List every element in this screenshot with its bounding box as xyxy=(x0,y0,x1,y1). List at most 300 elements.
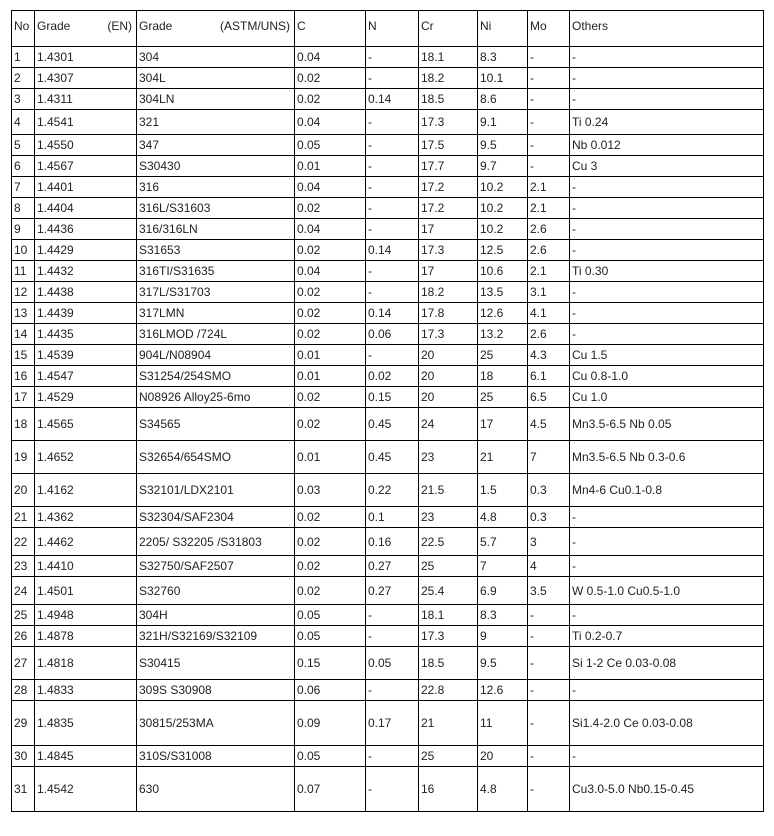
cell-n: - xyxy=(366,47,419,68)
table-row xyxy=(12,110,764,135)
cell-n: 0.45 xyxy=(366,408,419,441)
cell-others: Nb 0.012 xyxy=(570,135,764,156)
cell-grade-en: 1.4301 xyxy=(35,47,137,68)
cell-ni: 12.6 xyxy=(478,303,528,324)
cell-ni: 20 xyxy=(478,746,528,767)
cell-ni: 12.5 xyxy=(478,240,528,261)
cell-mo: 6.5 xyxy=(528,387,570,408)
cell-n: - xyxy=(366,345,419,366)
cell-grade-astm: 316L/S31603 xyxy=(137,198,295,219)
cell-cr: 17.3 xyxy=(419,240,478,261)
table-row xyxy=(12,345,764,366)
header-grade-en xyxy=(35,11,137,47)
header-cr: Cr xyxy=(419,11,478,47)
cell-mo: - xyxy=(528,647,570,680)
cell-c: 0.07 xyxy=(295,767,366,812)
cell-cr: 18.5 xyxy=(419,89,478,110)
cell-n: - xyxy=(366,110,419,135)
cell-grade-astm: S32304/SAF2304 xyxy=(137,507,295,528)
cell-c: 0.04 xyxy=(295,110,366,135)
cell-cr: 17.2 xyxy=(419,198,478,219)
cell-no: 3 xyxy=(12,89,35,110)
cell-n: - xyxy=(366,605,419,626)
cell-cr: 18.5 xyxy=(419,647,478,680)
table-row xyxy=(12,261,764,282)
table-row xyxy=(12,507,764,528)
cell-grade-en: 1.4818 xyxy=(35,647,137,680)
cell-mo: - xyxy=(528,767,570,812)
cell-grade-astm: 304L xyxy=(137,68,295,89)
header-c: C xyxy=(295,11,366,47)
cell-grade-en: 1.4539 xyxy=(35,345,137,366)
cell-others: - xyxy=(570,507,764,528)
table-row xyxy=(12,626,764,647)
cell-c: 0.02 xyxy=(295,282,366,303)
cell-grade-en: 1.4410 xyxy=(35,556,137,577)
cell-ni: 7 xyxy=(478,556,528,577)
cell-grade-en: 1.4547 xyxy=(35,366,137,387)
table-row xyxy=(12,441,764,474)
cell-grade-astm: S31254/254SMO xyxy=(137,366,295,387)
table-row xyxy=(12,89,764,110)
cell-grade-en: 1.4542 xyxy=(35,767,137,812)
cell-others: Mn4-6 Cu0.1-0.8 xyxy=(570,474,764,507)
cell-grade-en: 1.4362 xyxy=(35,507,137,528)
header-no: No xyxy=(12,11,35,47)
cell-grade-astm: S32654/654SMO xyxy=(137,441,295,474)
cell-mo: - xyxy=(528,680,570,701)
cell-grade-astm: S32750/SAF2507 xyxy=(137,556,295,577)
cell-cr: 16 xyxy=(419,767,478,812)
cell-grade-astm: 317L/S31703 xyxy=(137,282,295,303)
cell-grade-en: 1.4435 xyxy=(35,324,137,345)
cell-no: 13 xyxy=(12,303,35,324)
cell-cr: 21.5 xyxy=(419,474,478,507)
cell-cr: 24 xyxy=(419,408,478,441)
cell-others: - xyxy=(570,198,764,219)
cell-c: 0.05 xyxy=(295,626,366,647)
cell-c: 0.05 xyxy=(295,135,366,156)
table-row xyxy=(12,528,764,556)
cell-n: - xyxy=(366,68,419,89)
cell-others: - xyxy=(570,605,764,626)
cell-c: 0.04 xyxy=(295,47,366,68)
cell-mo: 3.5 xyxy=(528,577,570,605)
cell-no: 7 xyxy=(12,177,35,198)
cell-mo: 4 xyxy=(528,556,570,577)
header-others: Others xyxy=(570,11,764,47)
header-grade-en-label: Grade xyxy=(37,19,71,33)
cell-others: Ti 0.2-0.7 xyxy=(570,626,764,647)
cell-others: Mn3.5-6.5 Nb 0.3-0.6 xyxy=(570,441,764,474)
cell-mo: - xyxy=(528,746,570,767)
cell-c: 0.06 xyxy=(295,680,366,701)
cell-c: 0.05 xyxy=(295,605,366,626)
table-row xyxy=(12,135,764,156)
cell-no: 15 xyxy=(12,345,35,366)
cell-ni: 12.6 xyxy=(478,680,528,701)
cell-mo: 0.3 xyxy=(528,507,570,528)
cell-cr: 20 xyxy=(419,345,478,366)
table-row xyxy=(12,408,764,441)
cell-c: 0.02 xyxy=(295,68,366,89)
table-row xyxy=(12,47,764,68)
cell-others: Si 1-2 Ce 0.03-0.08 xyxy=(570,647,764,680)
cell-mo: 2.6 xyxy=(528,324,570,345)
cell-ni: 17 xyxy=(478,408,528,441)
cell-cr: 22.5 xyxy=(419,528,478,556)
cell-no: 9 xyxy=(12,219,35,240)
cell-mo: 3.1 xyxy=(528,282,570,303)
cell-grade-en: 1.4833 xyxy=(35,680,137,701)
table-row xyxy=(12,219,764,240)
cell-ni: 18 xyxy=(478,366,528,387)
table-row xyxy=(12,366,764,387)
header-n: N xyxy=(366,11,419,47)
cell-ni: 9.5 xyxy=(478,135,528,156)
cell-ni: 9 xyxy=(478,626,528,647)
cell-others: - xyxy=(570,303,764,324)
cell-ni: 4.8 xyxy=(478,507,528,528)
cell-others: Cu 0.8-1.0 xyxy=(570,366,764,387)
cell-mo: - xyxy=(528,47,570,68)
cell-others: Cu 1.5 xyxy=(570,345,764,366)
cell-n: 0.15 xyxy=(366,387,419,408)
cell-others: Mn3.5-6.5 Nb 0.05 xyxy=(570,408,764,441)
cell-c: 0.04 xyxy=(295,177,366,198)
table-row xyxy=(12,605,764,626)
cell-others: Cu 1.0 xyxy=(570,387,764,408)
cell-ni: 8.3 xyxy=(478,605,528,626)
cell-ni: 21 xyxy=(478,441,528,474)
cell-grade-en: 1.4529 xyxy=(35,387,137,408)
cell-cr: 17.2 xyxy=(419,177,478,198)
cell-grade-en: 1.4401 xyxy=(35,177,137,198)
cell-no: 5 xyxy=(12,135,35,156)
cell-grade-en: 1.4432 xyxy=(35,261,137,282)
table-row xyxy=(12,198,764,219)
cell-grade-astm: S31653 xyxy=(137,240,295,261)
cell-c: 0.01 xyxy=(295,345,366,366)
cell-n: 0.27 xyxy=(366,577,419,605)
cell-grade-astm: 304 xyxy=(137,47,295,68)
cell-no: 25 xyxy=(12,605,35,626)
cell-others: Cu3.0-5.0 Nb0.15-0.45 xyxy=(570,767,764,812)
cell-c: 0.04 xyxy=(295,219,366,240)
cell-others: - xyxy=(570,219,764,240)
table-header-row xyxy=(12,11,764,47)
cell-mo: - xyxy=(528,605,570,626)
cell-n: 0.17 xyxy=(366,701,419,746)
cell-grade-en: 1.4878 xyxy=(35,626,137,647)
cell-no: 29 xyxy=(12,701,35,746)
cell-grade-astm: S32101/LDX2101 xyxy=(137,474,295,507)
cell-c: 0.02 xyxy=(295,387,366,408)
cell-n: 0.16 xyxy=(366,528,419,556)
cell-cr: 17 xyxy=(419,261,478,282)
cell-c: 0.02 xyxy=(295,528,366,556)
cell-cr: 20 xyxy=(419,366,478,387)
cell-grade-astm: 310S/S31008 xyxy=(137,746,295,767)
cell-grade-en: 1.4307 xyxy=(35,68,137,89)
cell-others: - xyxy=(570,240,764,261)
cell-ni: 8.3 xyxy=(478,47,528,68)
cell-cr: 17.8 xyxy=(419,303,478,324)
cell-ni: 1.5 xyxy=(478,474,528,507)
cell-no: 20 xyxy=(12,474,35,507)
cell-no: 14 xyxy=(12,324,35,345)
cell-n: - xyxy=(366,261,419,282)
cell-mo: 2.1 xyxy=(528,177,570,198)
cell-no: 22 xyxy=(12,528,35,556)
cell-mo: - xyxy=(528,68,570,89)
cell-grade-astm: 304H xyxy=(137,605,295,626)
cell-grade-astm: 316LMOD /724L xyxy=(137,324,295,345)
header-mo: Mo xyxy=(528,11,570,47)
cell-others: - xyxy=(570,324,764,345)
cell-no: 16 xyxy=(12,366,35,387)
cell-grade-astm: 904L/N08904 xyxy=(137,345,295,366)
cell-ni: 13.2 xyxy=(478,324,528,345)
cell-ni: 9.5 xyxy=(478,647,528,680)
cell-others: - xyxy=(570,282,764,303)
cell-grade-astm: 317LMN xyxy=(137,303,295,324)
cell-others: - xyxy=(570,177,764,198)
cell-c: 0.15 xyxy=(295,647,366,680)
cell-n: 0.14 xyxy=(366,89,419,110)
cell-grade-en: 1.4436 xyxy=(35,219,137,240)
cell-c: 0.02 xyxy=(295,408,366,441)
cell-c: 0.02 xyxy=(295,89,366,110)
cell-ni: 10.2 xyxy=(478,219,528,240)
table-row xyxy=(12,282,764,303)
cell-c: 0.02 xyxy=(295,303,366,324)
cell-others: - xyxy=(570,89,764,110)
header-grade-astm xyxy=(137,11,295,47)
cell-n: - xyxy=(366,746,419,767)
cell-cr: 17 xyxy=(419,219,478,240)
cell-no: 28 xyxy=(12,680,35,701)
header-ni: Ni xyxy=(478,11,528,47)
cell-cr: 25.4 xyxy=(419,577,478,605)
cell-grade-astm: S30415 xyxy=(137,647,295,680)
cell-ni: 11 xyxy=(478,701,528,746)
cell-cr: 17.3 xyxy=(419,110,478,135)
cell-cr: 21 xyxy=(419,701,478,746)
cell-mo: - xyxy=(528,135,570,156)
table-row xyxy=(12,680,764,701)
cell-grade-en: 1.4462 xyxy=(35,528,137,556)
cell-mo: 0.3 xyxy=(528,474,570,507)
cell-grade-astm: N08926 Alloy25-6mo xyxy=(137,387,295,408)
cell-cr: 20 xyxy=(419,387,478,408)
cell-no: 17 xyxy=(12,387,35,408)
cell-others: W 0.5-1.0 Cu0.5-1.0 xyxy=(570,577,764,605)
cell-no: 21 xyxy=(12,507,35,528)
table-row xyxy=(12,156,764,177)
cell-c: 0.01 xyxy=(295,441,366,474)
cell-c: 0.03 xyxy=(295,474,366,507)
cell-n: - xyxy=(366,767,419,812)
cell-cr: 25 xyxy=(419,746,478,767)
cell-grade-astm: 630 xyxy=(137,767,295,812)
cell-cr: 17.3 xyxy=(419,626,478,647)
cell-grade-astm: 321H/S32169/S32109 xyxy=(137,626,295,647)
cell-c: 0.02 xyxy=(295,324,366,345)
cell-others: - xyxy=(570,47,764,68)
cell-n: - xyxy=(366,198,419,219)
cell-others: Si1.4-2.0 Ce 0.03-0.08 xyxy=(570,701,764,746)
cell-ni: 5.7 xyxy=(478,528,528,556)
cell-c: 0.05 xyxy=(295,746,366,767)
cell-others: - xyxy=(570,68,764,89)
cell-no: 30 xyxy=(12,746,35,767)
table-row xyxy=(12,177,764,198)
cell-grade-en: 1.4550 xyxy=(35,135,137,156)
cell-mo: 4.1 xyxy=(528,303,570,324)
cell-others: Ti 0.24 xyxy=(570,110,764,135)
table-row xyxy=(12,647,764,680)
cell-n: - xyxy=(366,219,419,240)
table-row xyxy=(12,324,764,345)
cell-others: - xyxy=(570,528,764,556)
cell-mo: 4.5 xyxy=(528,408,570,441)
cell-no: 31 xyxy=(12,767,35,812)
cell-cr: 17.5 xyxy=(419,135,478,156)
cell-grade-astm: 321 xyxy=(137,110,295,135)
table-row xyxy=(12,746,764,767)
cell-no: 8 xyxy=(12,198,35,219)
cell-others: Ti 0.30 xyxy=(570,261,764,282)
cell-no: 19 xyxy=(12,441,35,474)
cell-cr: 25 xyxy=(419,556,478,577)
cell-mo: 3 xyxy=(528,528,570,556)
cell-no: 10 xyxy=(12,240,35,261)
cell-ni: 4.8 xyxy=(478,767,528,812)
cell-cr: 18.1 xyxy=(419,47,478,68)
cell-ni: 25 xyxy=(478,387,528,408)
cell-ni: 8.6 xyxy=(478,89,528,110)
cell-c: 0.04 xyxy=(295,261,366,282)
cell-n: - xyxy=(366,135,419,156)
header-grade-astm-label: Grade xyxy=(139,19,173,33)
cell-grade-en: 1.4311 xyxy=(35,89,137,110)
cell-n: 0.14 xyxy=(366,240,419,261)
cell-no: 24 xyxy=(12,577,35,605)
cell-grade-en: 1.4541 xyxy=(35,110,137,135)
cell-ni: 9.1 xyxy=(478,110,528,135)
cell-n: 0.05 xyxy=(366,647,419,680)
cell-ni: 10.2 xyxy=(478,177,528,198)
cell-grade-en: 1.4439 xyxy=(35,303,137,324)
cell-no: 2 xyxy=(12,68,35,89)
cell-grade-en: 1.4501 xyxy=(35,577,137,605)
header-grade-en-suffix: (EN) xyxy=(107,19,132,33)
cell-ni: 10.6 xyxy=(478,261,528,282)
cell-n: - xyxy=(366,626,419,647)
cell-n: - xyxy=(366,177,419,198)
cell-no: 6 xyxy=(12,156,35,177)
cell-others: - xyxy=(570,680,764,701)
table-row xyxy=(12,556,764,577)
table-row xyxy=(12,577,764,605)
cell-cr: 17.7 xyxy=(419,156,478,177)
table-row xyxy=(12,303,764,324)
header-grade-astm-suffix: (ASTM/UNS) xyxy=(220,19,290,33)
cell-no: 12 xyxy=(12,282,35,303)
cell-grade-astm: 316/316LN xyxy=(137,219,295,240)
cell-n: 0.14 xyxy=(366,303,419,324)
cell-ni: 25 xyxy=(478,345,528,366)
cell-cr: 18.2 xyxy=(419,282,478,303)
cell-grade-astm: 2205/ S32205 /S31803 xyxy=(137,528,295,556)
cell-n: - xyxy=(366,282,419,303)
cell-mo: - xyxy=(528,110,570,135)
cell-mo: - xyxy=(528,626,570,647)
cell-no: 27 xyxy=(12,647,35,680)
cell-no: 26 xyxy=(12,626,35,647)
cell-cr: 18.2 xyxy=(419,68,478,89)
table-row xyxy=(12,474,764,507)
cell-mo: - xyxy=(528,701,570,746)
cell-grade-en: 1.4429 xyxy=(35,240,137,261)
cell-mo: 2.6 xyxy=(528,240,570,261)
cell-mo: 6.1 xyxy=(528,366,570,387)
cell-c: 0.02 xyxy=(295,198,366,219)
cell-c: 0.02 xyxy=(295,507,366,528)
cell-grade-en: 1.4438 xyxy=(35,282,137,303)
cell-mo: 2.1 xyxy=(528,198,570,219)
cell-grade-en: 1.4948 xyxy=(35,605,137,626)
cell-grade-en: 1.4162 xyxy=(35,474,137,507)
cell-n: 0.06 xyxy=(366,324,419,345)
cell-grade-en: 1.4652 xyxy=(35,441,137,474)
cell-c: 0.02 xyxy=(295,577,366,605)
cell-grade-astm: 304LN xyxy=(137,89,295,110)
steel-grades-table xyxy=(11,10,764,812)
cell-cr: 18.1 xyxy=(419,605,478,626)
cell-grade-en: 1.4565 xyxy=(35,408,137,441)
cell-mo: 2.6 xyxy=(528,219,570,240)
cell-mo: - xyxy=(528,156,570,177)
table-row xyxy=(12,240,764,261)
cell-grade-astm: 309S S30908 xyxy=(137,680,295,701)
cell-grade-astm: 316 xyxy=(137,177,295,198)
cell-no: 18 xyxy=(12,408,35,441)
cell-n: - xyxy=(366,680,419,701)
cell-cr: 22.8 xyxy=(419,680,478,701)
cell-ni: 6.9 xyxy=(478,577,528,605)
cell-cr: 17.3 xyxy=(419,324,478,345)
cell-ni: 10.1 xyxy=(478,68,528,89)
cell-mo: 7 xyxy=(528,441,570,474)
cell-c: 0.09 xyxy=(295,701,366,746)
cell-n: 0.27 xyxy=(366,556,419,577)
cell-mo: 2.1 xyxy=(528,261,570,282)
cell-grade-en: 1.4404 xyxy=(35,198,137,219)
table-row xyxy=(12,387,764,408)
cell-grade-astm: S34565 xyxy=(137,408,295,441)
cell-no: 4 xyxy=(12,110,35,135)
cell-grade-astm: S30430 xyxy=(137,156,295,177)
cell-grade-en: 1.4567 xyxy=(35,156,137,177)
cell-no: 23 xyxy=(12,556,35,577)
cell-cr: 23 xyxy=(419,507,478,528)
cell-grade-astm: 347 xyxy=(137,135,295,156)
cell-others: - xyxy=(570,746,764,767)
cell-mo: 4.3 xyxy=(528,345,570,366)
cell-others: Cu 3 xyxy=(570,156,764,177)
